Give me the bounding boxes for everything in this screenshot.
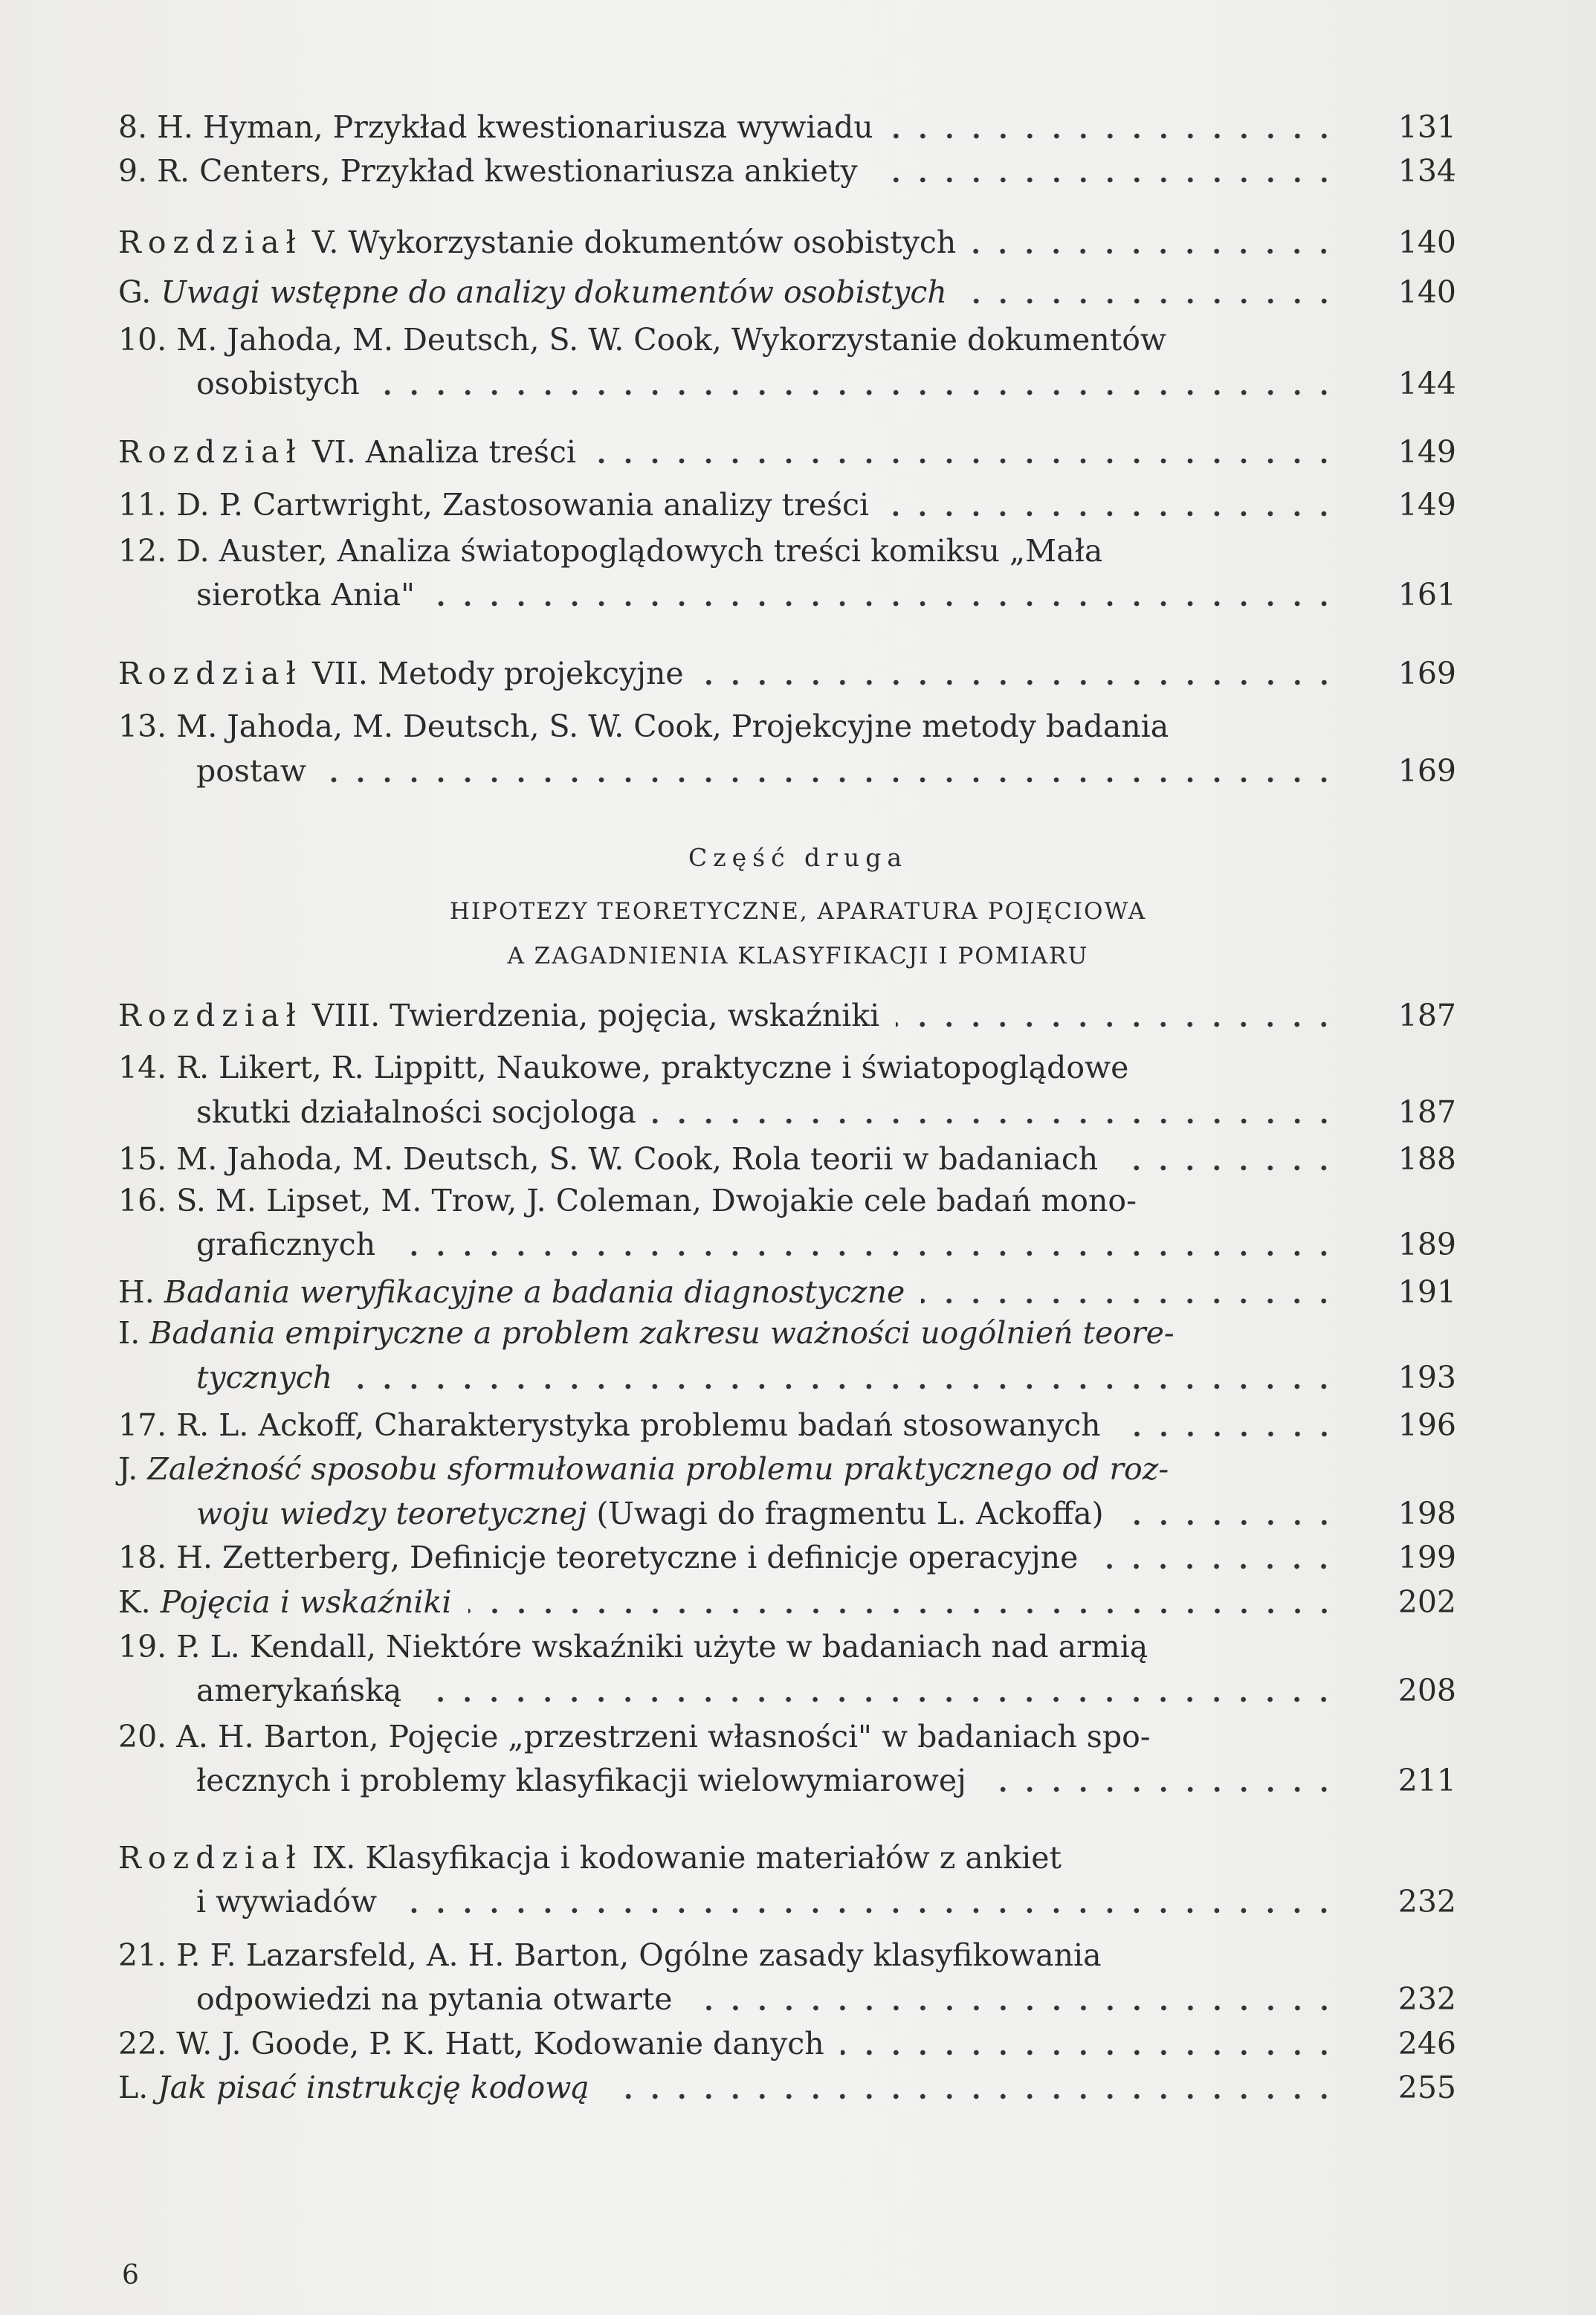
toc-page-number: 188 — [1398, 1141, 1456, 1177]
toc-entry-line — [196, 1980, 1456, 2018]
dot-leader — [592, 433, 1337, 471]
toc-page-number: 246 — [1398, 2026, 1456, 2061]
toc-entry-segment: łecznych i problemy klasyfikacji wielowymiarowej — [196, 1763, 966, 1798]
dot-leader — [1114, 1140, 1337, 1178]
toc-page-number: 211 — [1398, 1763, 1456, 1798]
dot-leader — [963, 273, 1337, 311]
toc-entry-segment: 13. M. Jahoda, M. Deutsch, S. W. Cook, Projekcyjne metody badania — [118, 708, 1169, 744]
toc-page-number: 140 — [1398, 225, 1456, 260]
toc-page-number: 140 — [1398, 274, 1456, 310]
toc-page-number: 208 — [1398, 1673, 1456, 1708]
toc-entry-line — [196, 1358, 1456, 1397]
toc-entry-segment: 16. S. M. Lipset, M. Trow, J. Coleman, Dwojakie cele badań mono- — [118, 1183, 1137, 1218]
toc-entry-line — [196, 364, 1456, 403]
dot-leader — [1120, 1494, 1337, 1533]
toc-entry-segment: osobistych — [196, 366, 360, 401]
dot-leader — [841, 2024, 1337, 2063]
toc-entry-line — [118, 1450, 1456, 1488]
dot-leader — [653, 1093, 1337, 1131]
toc-entry-segment: I. — [118, 1315, 150, 1351]
toc-entry-segment: Badania weryfikacyjne a badania diagnostyczne — [164, 1274, 905, 1310]
toc-page-number: 134 — [1398, 153, 1456, 189]
page-number: 6 — [122, 2260, 139, 2290]
toc-entry-text — [118, 320, 1166, 359]
toc-entry-text — [118, 223, 956, 262]
toc-entry-segment: woju wiedzy teoretycznej — [196, 1496, 587, 1531]
toc-entry-segment: amerykańską — [196, 1673, 402, 1708]
dot-leader — [392, 1225, 1337, 1264]
dot-leader — [890, 108, 1337, 146]
toc-entry-text — [118, 1936, 1102, 1975]
toc-entry-segment: Badania empiryczne a problem zakresu ważności uogólnień teore- — [149, 1315, 1175, 1351]
toc-page-number: 149 — [1398, 434, 1456, 470]
toc-entry-text — [118, 1717, 1151, 1756]
dot-leader — [921, 1273, 1337, 1311]
toc-page-number: 189 — [1398, 1227, 1456, 1262]
toc-entry-line — [118, 1181, 1456, 1220]
toc-entry-line — [118, 1717, 1456, 1756]
toc-entry-line — [118, 2068, 1456, 2107]
dot-leader — [700, 654, 1337, 693]
toc-entry-line — [118, 1936, 1456, 1975]
toc-entry-line — [118, 273, 1456, 311]
toc-entry-line — [118, 1583, 1456, 1621]
chapter-label: Rozdział — [118, 1840, 303, 1876]
toc-entry-line — [118, 654, 1456, 693]
toc-page-number: 187 — [1398, 998, 1456, 1033]
dot-leader — [418, 1671, 1337, 1710]
toc-entry-line — [118, 1048, 1456, 1087]
toc-entry-segment: G. — [118, 274, 161, 310]
toc-entry-line — [118, 485, 1456, 524]
toc-page-number: 199 — [1398, 1540, 1456, 1575]
toc-entry-line — [118, 2024, 1456, 2063]
toc-entry-text — [196, 575, 415, 614]
toc-entry-text — [196, 1761, 966, 1800]
chapter-label: Rozdział — [118, 434, 303, 470]
toc-entry-segment: H. — [118, 1274, 164, 1310]
dot-leader — [972, 223, 1337, 262]
toc-entry-line — [118, 1314, 1456, 1352]
toc-entry-line — [118, 532, 1456, 570]
toc-entry-line — [118, 1140, 1456, 1178]
dot-leader — [349, 1358, 1337, 1397]
toc-entry-segment: 14. R. Likert, R. Lippitt, Naukowe, praktyczne i światopoglądowe — [118, 1050, 1129, 1085]
toc-page-number: 144 — [1398, 366, 1456, 401]
toc-entry-text — [118, 2068, 589, 2107]
toc-entry-text — [118, 1838, 1062, 1877]
part-heading-line-2: A ZAGADNIENIA KLASYFIKACJI I POMIARU — [507, 943, 1089, 969]
toc-page-number: 161 — [1398, 577, 1456, 613]
toc-entry-text — [118, 273, 947, 311]
toc-entry-segment: J. — [118, 1451, 148, 1487]
dot-leader — [896, 996, 1337, 1035]
toc-entry-line — [196, 1225, 1456, 1264]
toc-entry-line — [118, 1627, 1456, 1666]
dot-leader — [1094, 1538, 1337, 1577]
toc-entry-text — [118, 1181, 1137, 1220]
toc-entry-segment: 17. R. L. Ackoff, Charakterystyka problemu badań stosowanych — [118, 1407, 1101, 1443]
toc-entry-line — [196, 1494, 1456, 1533]
toc-entry-text — [118, 1538, 1078, 1577]
toc-entry-text — [118, 1583, 452, 1621]
toc-entry-segment: VI. Analiza treści — [302, 434, 576, 470]
toc-entry-text — [118, 1627, 1148, 1666]
toc-entry-segment: (Uwagi do fragmentu L. Ackoffa) — [587, 1496, 1104, 1531]
toc-page-number: 187 — [1398, 1094, 1456, 1130]
toc-entry-segment: 21. P. F. Lazarsfeld, A. H. Barton, Ogólne zasady klasyfikowania — [118, 1937, 1102, 1973]
toc-page-number: 202 — [1398, 1584, 1456, 1620]
toc-entry-text — [118, 1140, 1098, 1178]
toc-entry-segment: tycznych — [196, 1360, 333, 1395]
dot-leader — [1117, 1406, 1337, 1444]
toc-entry-text — [118, 152, 858, 190]
chapter-label: Rozdział — [118, 225, 303, 260]
toc-page-number: 149 — [1398, 487, 1456, 523]
toc-entry-segment: i wywiadów — [196, 1884, 378, 1920]
toc-page-number: 255 — [1398, 2070, 1456, 2105]
dot-leader — [689, 1980, 1337, 2018]
toc-entry-segment: skutki działalności socjologa — [196, 1094, 636, 1130]
toc-page-number: 131 — [1398, 109, 1456, 145]
toc-entry-segment: odpowiedzi na pytania otwarte — [196, 1981, 673, 2017]
toc-page-number: 169 — [1398, 656, 1456, 691]
toc-page-number: 232 — [1398, 1981, 1456, 2017]
toc-entry-text — [118, 1273, 905, 1311]
toc-entry-segment: graficznych — [196, 1227, 376, 1262]
chapter-label: Rozdział — [118, 656, 303, 691]
toc-entry-line — [118, 1273, 1456, 1311]
toc-page-number: 191 — [1398, 1274, 1456, 1310]
toc-entry-text — [118, 707, 1169, 746]
toc-entry-segment: 12. D. Auster, Analiza światopoglądowych treści komiksu „Mała — [118, 533, 1103, 569]
dot-leader — [606, 2068, 1337, 2107]
toc-entry-segment: Zależność sposobu sformułowania problemu praktycznego od roz- — [147, 1451, 1169, 1487]
toc-entry-segment: 20. A. H. Barton, Pojęcie „przestrzeni własności" w badaniach spo- — [118, 1719, 1151, 1754]
toc-entry-text — [196, 1980, 673, 2018]
part-title: Część druga — [688, 843, 908, 872]
toc-entry-segment: 11. D. P. Cartwright, Zastosowania analizy treści — [118, 487, 870, 523]
toc-entry-line — [196, 1761, 1456, 1800]
toc-entry-segment: 22. W. J. Goode, P. K. Hatt, Kodowanie danych — [118, 2026, 824, 2061]
toc-entry-segment: V. Wykorzystanie dokumentów osobistych — [302, 225, 957, 260]
toc-entry-line — [118, 996, 1456, 1035]
toc-entry-text — [196, 1093, 636, 1131]
dot-leader — [323, 752, 1337, 790]
toc-entry-segment: VIII. Twierdzenia, pojęcia, wskaźniki — [302, 998, 880, 1033]
dot-leader — [983, 1761, 1337, 1800]
dot-leader — [468, 1583, 1338, 1621]
toc-entry-segment: IX. Klasyfikacja i kodowanie materiałów z ankiet — [302, 1840, 1062, 1876]
toc-entry-line — [118, 707, 1456, 746]
dot-leader — [393, 1882, 1337, 1921]
toc-entry-line — [118, 108, 1456, 146]
toc-entry-text — [118, 996, 879, 1035]
toc-entry-line — [196, 1882, 1456, 1921]
toc-page-number: 169 — [1398, 753, 1456, 789]
toc-entry-segment: postaw — [196, 753, 306, 789]
toc-entry-text — [196, 1882, 377, 1921]
toc-entry-text — [118, 2024, 824, 2063]
toc-entry-line — [196, 752, 1456, 790]
toc-entry-segment: Jak pisać instrukcję kodową — [158, 2070, 589, 2105]
toc-entry-segment: 8. H. Hyman, Przykład kwestionariusza wywiadu — [118, 109, 873, 145]
toc-entry-text — [118, 433, 576, 471]
part-heading-line-1: HIPOTEZY TEORETYCZNE, APARATURA POJĘCIOWA — [449, 898, 1147, 925]
toc-entry-segment: 19. P. L. Kendall, Niektóre wskaźniki użyte w badaniach nad armią — [118, 1629, 1148, 1665]
toc-entry-segment: 18. H. Zetterberg, Definicje teoretyczne i definicje operacyjne — [118, 1540, 1079, 1575]
toc-entry-line — [118, 1538, 1456, 1577]
toc-entry-segment: L. — [118, 2070, 158, 2105]
toc-entry-text — [196, 364, 360, 403]
dot-leader — [431, 575, 1337, 614]
toc-page-number: 198 — [1398, 1496, 1456, 1531]
toc-entry-line — [118, 320, 1456, 359]
toc-entry-text — [118, 1450, 1169, 1488]
toc-entry-segment: K. — [118, 1584, 161, 1620]
toc-entry-text — [196, 1494, 1104, 1533]
toc-entry-segment: VII. Metody projekcyjne — [302, 656, 684, 691]
toc-entry-line — [196, 575, 1456, 614]
toc-entry-text — [196, 752, 306, 790]
toc-entry-segment: 9. R. Centers, Przykład kwestionariusza ankiety — [118, 153, 858, 189]
toc-entry-segment: Pojęcia i wskaźniki — [160, 1584, 452, 1620]
toc-entry-line — [118, 152, 1456, 190]
toc-entry-text — [118, 485, 869, 524]
toc-entry-line — [118, 433, 1456, 471]
toc-entry-line — [118, 1838, 1456, 1877]
toc-page-number: 196 — [1398, 1407, 1456, 1443]
toc-entry-text — [118, 654, 684, 693]
toc-entry-text — [118, 1314, 1175, 1352]
dot-leader — [376, 364, 1337, 403]
toc-entry-line — [118, 223, 1456, 262]
toc-entry-text — [196, 1225, 375, 1264]
dot-leader — [885, 485, 1337, 524]
toc-entry-line — [196, 1093, 1456, 1131]
toc-entry-segment: 15. M. Jahoda, M. Deutsch, S. W. Cook, Rola teorii w badaniach — [118, 1141, 1099, 1177]
toc-entry-line — [196, 1671, 1456, 1710]
toc-entry-text — [118, 108, 873, 146]
toc-entry-text — [196, 1358, 332, 1397]
toc-entry-segment: Uwagi wstępne do analizy dokumentów osobistych — [161, 274, 947, 310]
toc-entry-segment: sierotka Ania" — [196, 577, 415, 613]
toc-entry-text — [196, 1671, 401, 1710]
toc-page-number: 232 — [1398, 1884, 1456, 1920]
chapter-label: Rozdział — [118, 998, 303, 1033]
toc-entry-text — [118, 1048, 1128, 1087]
toc-entry-text — [118, 1406, 1101, 1444]
toc-entry-text — [118, 532, 1102, 570]
toc-entry-segment: 10. M. Jahoda, M. Deutsch, S. W. Cook, Wykorzystanie dokumentów — [118, 322, 1166, 358]
dot-leader — [874, 152, 1337, 190]
toc-page-number: 193 — [1398, 1360, 1456, 1395]
toc-entry-line — [118, 1406, 1456, 1444]
